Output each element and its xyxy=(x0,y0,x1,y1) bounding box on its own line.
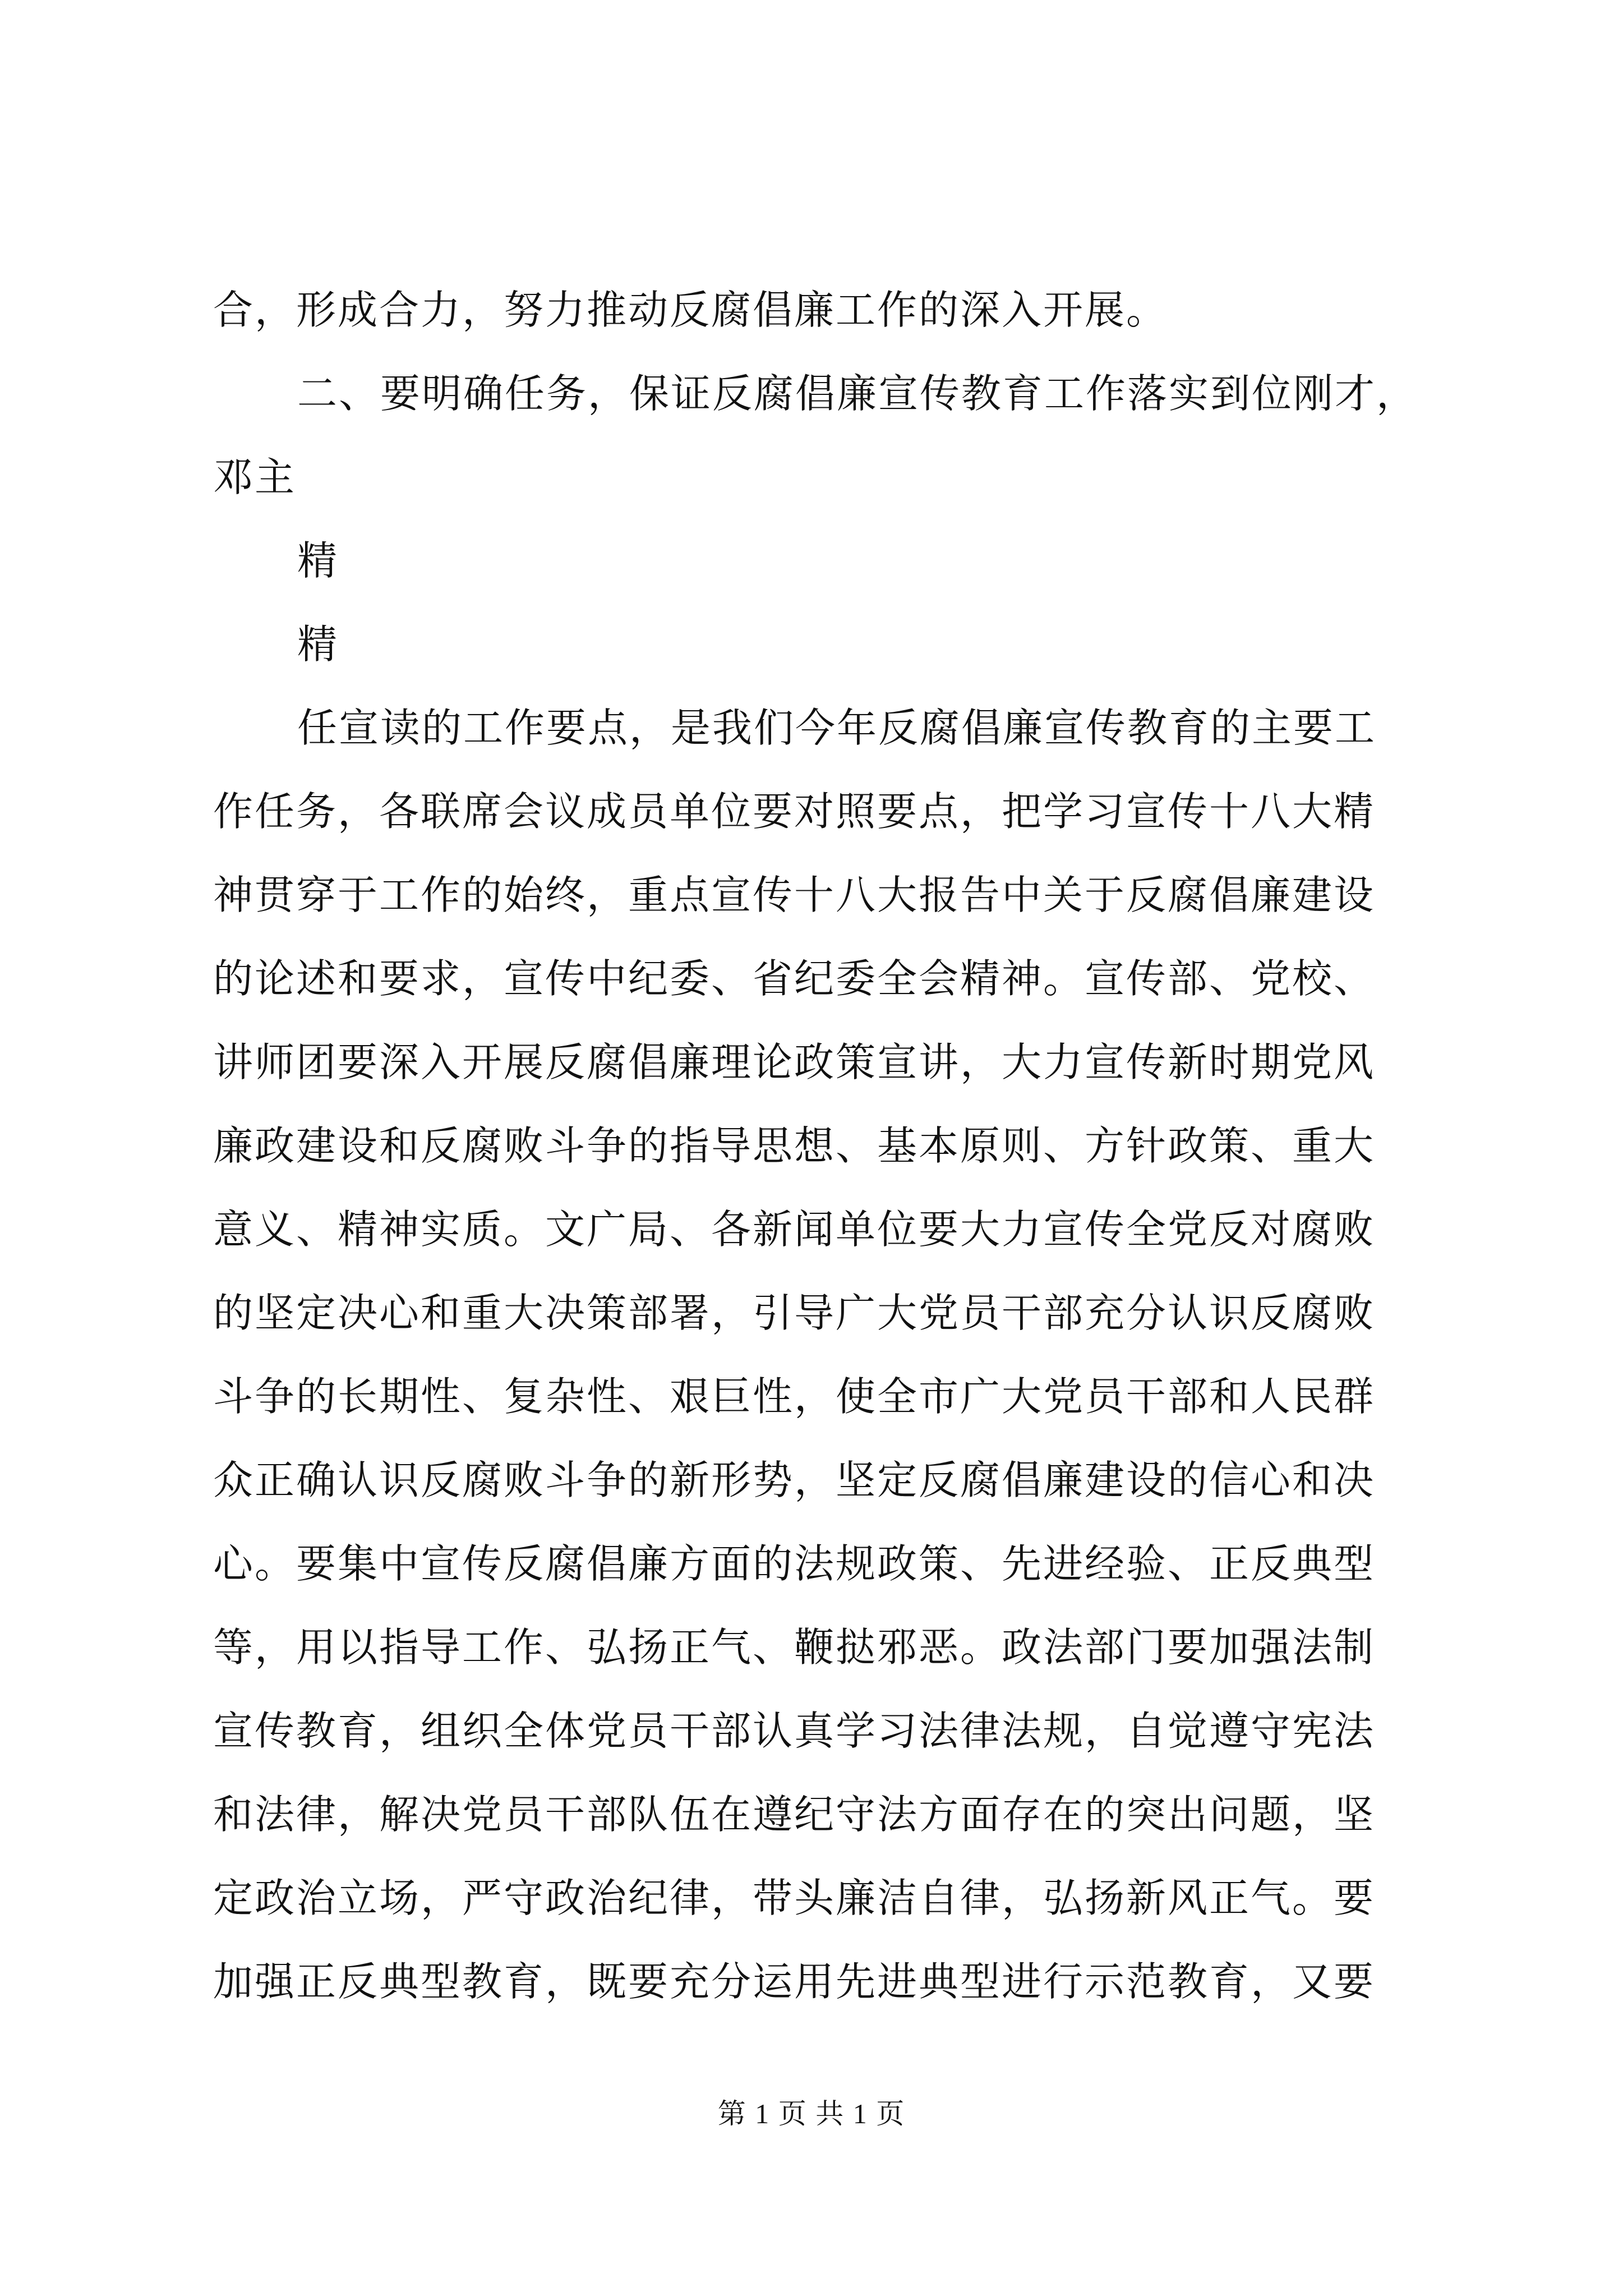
text-line: 斗争的长期性、复杂性、艰巨性，使全市广大党员干部和人民群 xyxy=(213,1373,1376,1420)
text-line: 宣传教育，组织全体党员干部认真学习法律法规，自觉遵守宪法 xyxy=(213,1708,1376,1754)
text-line: 加强正反典型教育，既要充分运用先进典型进行示范教育，又要 xyxy=(213,1958,1376,2005)
text-line: 定政治立场，严守政治纪律，带头廉洁自律，弘扬新风正气。要 xyxy=(213,1875,1376,1921)
text-line: 和法律，解决党员干部队伍在遵纪守法方面存在的突出问题，坚 xyxy=(213,1791,1376,1838)
text-line: 神贯穿于工作的始终，重点宣传十八大报告中关于反腐倡廉建设 xyxy=(213,872,1376,918)
text-line: 众正确认识反腐败斗争的新形势，坚定反腐倡廉建设的信心和决 xyxy=(213,1457,1376,1503)
text-line: 精 xyxy=(297,621,339,668)
text-line: 讲师团要深入开展反腐倡廉理论政策宣讲，大力宣传新时期党风 xyxy=(213,1039,1376,1085)
text-line: 邓主 xyxy=(213,454,297,500)
text-line: 等，用以指导工作、弘扬正气、鞭挞邪恶。政法部门要加强法制 xyxy=(213,1624,1376,1671)
body-text xyxy=(213,268,1418,2023)
paragraph-first-line: 任宣读的工作要点，是我们今年反腐倡廉宣传教育的主要工 xyxy=(297,705,1377,751)
text-line: 精 xyxy=(297,537,339,584)
text-line: 的坚定决心和重大决策部署，引导广大党员干部充分认识反腐败 xyxy=(213,1290,1376,1336)
text-line: 廉政建设和反腐败斗争的指导思想、基本原则、方针政策、重大 xyxy=(213,1122,1376,1169)
page-number-footer: 第 1 页 共 1 页 xyxy=(717,2098,906,2129)
section-heading-line: 二、要明确任务，保证反腐倡廉宣传教育工作落实到位刚才， xyxy=(297,370,1418,417)
text-line: 的论述和要求，宣传中纪委、省纪委全会精神。宣传部、党校、 xyxy=(213,955,1376,1002)
text-line: 合，形成合力，努力推动反腐倡廉工作的深入开展。 xyxy=(213,287,1168,333)
text-line: 心。要集中宣传反腐倡廉方面的法规政策、先进经验、正反典型 xyxy=(213,1540,1376,1587)
text-line: 作任务，各联席会议成员单位要对照要点，把学习宣传十八大精 xyxy=(213,788,1376,835)
text-line: 意义、精神实质。文广局、各新闻单位要大力宣传全党反对腐败 xyxy=(213,1206,1376,1253)
